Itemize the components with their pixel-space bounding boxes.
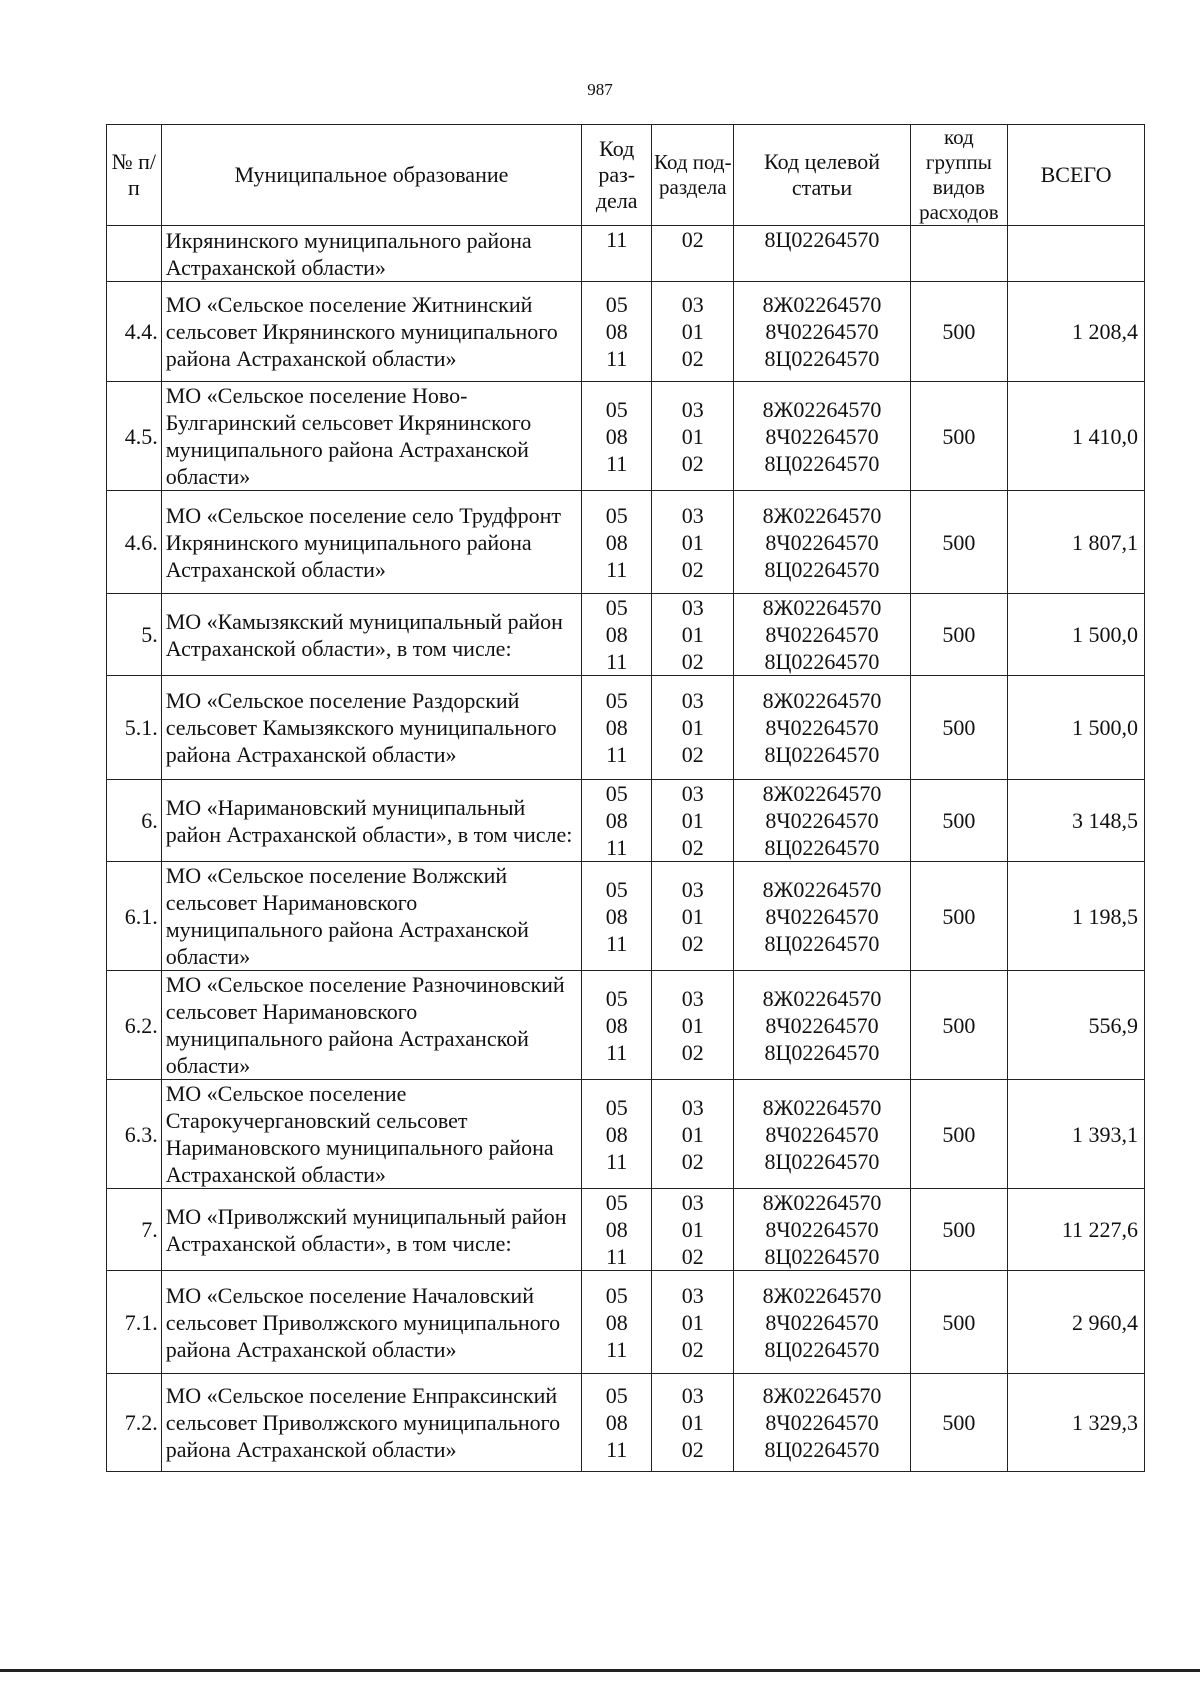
municipality-name: МО «Сельское поселение Волжский сельсовет Наримановского муниципального района Астраханской области» <box>161 862 581 971</box>
table-row <box>107 780 1145 862</box>
target-article-code-value: 8Ц02264570 <box>764 1148 880 1174</box>
section-code-value: 11 <box>606 930 628 956</box>
section-code-value: 08 <box>605 529 628 555</box>
row-number: 5.1. <box>107 676 162 780</box>
target-article-code-value: 8Ц02264570 <box>764 556 880 582</box>
target-article-code-value: 8Ц02264570 <box>764 346 880 371</box>
footer-rule <box>0 1669 1200 1672</box>
municipality-name: МО «Наримановский муниципальный район Астраханской области», в том числе: <box>161 780 581 862</box>
table-row <box>107 1080 1145 1189</box>
target-article-code-value: 8Ч02264570 <box>765 1217 879 1242</box>
subsection-code-value: 03 <box>681 595 704 620</box>
target-article-code-value: 8Ж02264570 <box>762 502 882 528</box>
header-section: Код раз-дела <box>582 125 652 226</box>
section-code-value: 11 <box>606 1148 628 1174</box>
target-article-code-value: 8Ц02264570 <box>764 227 880 252</box>
subsection-code-value: 01 <box>681 1410 704 1435</box>
total-amount: 1 208,4 <box>1008 282 1145 382</box>
row-number: 5. <box>107 594 162 676</box>
section-code <box>582 1271 652 1374</box>
expense-group-code: 500 <box>910 1374 1007 1472</box>
table-row <box>107 862 1145 971</box>
target-article-code-value: 8Ж02264570 <box>762 688 882 713</box>
row-number: 4.5. <box>107 382 162 491</box>
row-number: 7.2. <box>107 1374 162 1472</box>
section-code <box>582 676 652 780</box>
target-article-code-value: 8Ц02264570 <box>764 1437 880 1462</box>
subsection-code-value: 03 <box>681 502 704 528</box>
subsection-code <box>652 382 734 491</box>
page-number: 987 <box>587 80 613 99</box>
table-row <box>107 1271 1145 1374</box>
subsection-code-value: 03 <box>681 1094 704 1120</box>
target-article-code-value: 8Ж02264570 <box>762 781 882 806</box>
target-article-code <box>734 491 910 594</box>
target-article-code-value: 8Ц02264570 <box>764 930 880 956</box>
target-article-code <box>734 676 910 780</box>
table-row <box>107 282 1145 382</box>
section-code-value: 05 <box>605 688 628 713</box>
row-number: 7.1. <box>107 1271 162 1374</box>
subsection-code-value: 01 <box>681 808 704 833</box>
target-article-code <box>734 1374 910 1472</box>
header-target-article: Код целевой статьи <box>734 125 910 226</box>
expense-group-code: 500 <box>910 862 1007 971</box>
total-amount: 1 500,0 <box>1008 676 1145 780</box>
target-article-code-value: 8Ч02264570 <box>765 1012 879 1038</box>
subsection-code <box>652 676 734 780</box>
expense-group-code: 500 <box>910 1080 1007 1189</box>
section-code-value: 11 <box>606 346 628 371</box>
subsection-code-value: 02 <box>681 1244 704 1269</box>
total-amount <box>1008 226 1145 282</box>
table-row <box>107 1189 1145 1271</box>
subsection-code <box>652 1374 734 1472</box>
subsection-code <box>652 1080 734 1189</box>
section-code-value: 05 <box>605 781 628 806</box>
header-total: ВСЕГО <box>1008 125 1145 226</box>
subsection-code-value: 03 <box>681 292 704 317</box>
budget-allocation-table <box>106 124 1145 1472</box>
row-number: 6.1. <box>107 862 162 971</box>
header-expense-group: код группы видов расходов <box>910 125 1007 226</box>
expense-group-code: 500 <box>910 594 1007 676</box>
table-row <box>107 594 1145 676</box>
municipality-name: Икрянинского муниципального района Астраханской области» <box>161 226 581 282</box>
subsection-code-value: 03 <box>681 1383 704 1408</box>
total-amount: 1 410,0 <box>1008 382 1145 491</box>
subsection-code <box>652 594 734 676</box>
municipality-name: МО «Приволжский муниципальный район Астраханской области», в том числе: <box>161 1189 581 1271</box>
section-code-value: 11 <box>606 556 628 582</box>
target-article-code <box>734 1080 910 1189</box>
section-code <box>582 226 652 282</box>
row-number: 6.2. <box>107 971 162 1080</box>
subsection-code-value: 02 <box>681 1336 704 1362</box>
expense-group-code: 500 <box>910 382 1007 491</box>
target-article-code-value: 8Ж02264570 <box>762 985 882 1011</box>
expense-group-code: 500 <box>910 1271 1007 1374</box>
target-article-code-value: 8Ч02264570 <box>765 1121 879 1147</box>
section-code-value: 11 <box>606 1039 628 1065</box>
municipality-name: МО «Сельское поселение Старокучергановский сельсовет Наримановского муниципального района Астраханской области» <box>161 1080 581 1189</box>
total-amount: 11 227,6 <box>1008 1189 1145 1271</box>
row-number: 6. <box>107 780 162 862</box>
subsection-code-value: 03 <box>681 1282 704 1308</box>
target-article-code-value: 8Ч02264570 <box>765 423 879 449</box>
total-amount: 1 329,3 <box>1008 1374 1145 1472</box>
section-code <box>582 780 652 862</box>
section-code-value: 05 <box>605 396 628 422</box>
subsection-code <box>652 780 734 862</box>
section-code-value: 11 <box>606 649 628 674</box>
subsection-code-value: 01 <box>681 622 704 647</box>
municipality-name: МО «Сельское поселение Енпраксинский сельсовет Приволжского муниципального района Астраханской области» <box>161 1374 581 1472</box>
section-code-value: 05 <box>605 595 628 620</box>
section-code-value: 11 <box>606 742 628 767</box>
subsection-code-value: 01 <box>681 423 704 449</box>
row-number: 4.4. <box>107 282 162 382</box>
subsection-code-value: 02 <box>681 346 704 371</box>
expense-group-code <box>910 226 1007 282</box>
target-article-code-value: 8Ж02264570 <box>762 1190 882 1215</box>
expense-group-code: 500 <box>910 282 1007 382</box>
target-article-code-value: 8Ц02264570 <box>764 1244 880 1269</box>
subsection-code-value: 03 <box>681 1190 704 1215</box>
expense-group-code: 500 <box>910 780 1007 862</box>
target-article-code-value: 8Ж02264570 <box>762 1094 882 1120</box>
subsection-code-value: 03 <box>681 781 704 806</box>
target-article-code-value: 8Ж02264570 <box>762 876 882 902</box>
section-code-value: 11 <box>606 227 628 252</box>
municipality-name: МО «Сельское поселение Разночиновский сельсовет Наримановского муниципального района Астраханской области» <box>161 971 581 1080</box>
expense-group-code: 500 <box>910 491 1007 594</box>
section-code-value: 05 <box>605 502 628 528</box>
row-number <box>107 226 162 282</box>
expense-group-code: 500 <box>910 971 1007 1080</box>
table-row <box>107 226 1145 282</box>
subsection-code-value: 02 <box>681 742 704 767</box>
section-code-value: 11 <box>606 1437 628 1462</box>
total-amount: 3 148,5 <box>1008 780 1145 862</box>
subsection-code-value: 02 <box>681 1039 704 1065</box>
section-code-value: 11 <box>606 1336 628 1362</box>
section-code-value: 11 <box>606 835 628 860</box>
target-article-code-value: 8Ч02264570 <box>765 319 879 344</box>
section-code-value: 08 <box>605 903 628 929</box>
section-code-value: 08 <box>605 423 628 449</box>
section-code-value: 08 <box>605 808 628 833</box>
row-number: 4.6. <box>107 491 162 594</box>
target-article-code <box>734 780 910 862</box>
table-row <box>107 971 1145 1080</box>
target-article-code-value: 8Ц02264570 <box>764 649 880 674</box>
subsection-code-value: 01 <box>681 1121 704 1147</box>
target-article-code-value: 8Ц02264570 <box>764 835 880 860</box>
section-code-value: 05 <box>605 985 628 1011</box>
section-code-value: 05 <box>605 1282 628 1308</box>
subsection-code-value: 03 <box>681 876 704 902</box>
section-code-value: 05 <box>605 292 628 317</box>
subsection-code-value: 01 <box>681 903 704 929</box>
target-article-code-value: 8Ч02264570 <box>765 715 879 740</box>
row-number: 7. <box>107 1189 162 1271</box>
subsection-code <box>652 971 734 1080</box>
target-article-code-value: 8Ц02264570 <box>764 742 880 767</box>
subsection-code-value: 02 <box>681 227 704 252</box>
target-article-code <box>734 382 910 491</box>
header-num: № п/п <box>107 125 162 226</box>
target-article-code <box>734 226 910 282</box>
subsection-code-value: 01 <box>681 319 704 344</box>
municipality-name: МО «Сельское поселение Раздорский сельсовет Камызякского муниципального района Астраханской области» <box>161 676 581 780</box>
subsection-code-value: 01 <box>681 1309 704 1335</box>
subsection-code-value: 03 <box>681 985 704 1011</box>
expense-group-code: 500 <box>910 1189 1007 1271</box>
section-code <box>582 491 652 594</box>
target-article-code <box>734 282 910 382</box>
target-article-code-value: 8Ц02264570 <box>764 450 880 476</box>
municipality-name: МО «Сельское поселение Ново-Булгаринский сельсовет Икрянинского муниципального района Астраханской области» <box>161 382 581 491</box>
section-code-value: 08 <box>605 622 628 647</box>
target-article-code-value: 8Ч02264570 <box>765 529 879 555</box>
total-amount: 1 393,1 <box>1008 1080 1145 1189</box>
subsection-code-value: 02 <box>681 930 704 956</box>
section-code <box>582 282 652 382</box>
subsection-code-value: 01 <box>681 529 704 555</box>
section-code-value: 05 <box>605 1190 628 1215</box>
section-code-value: 05 <box>605 1383 628 1408</box>
section-code <box>582 1189 652 1271</box>
section-code-value: 08 <box>605 1012 628 1038</box>
table-row <box>107 676 1145 780</box>
subsection-code <box>652 862 734 971</box>
header-subsection: Код под-раздела <box>652 125 734 226</box>
section-code <box>582 1374 652 1472</box>
municipality-name: МО «Сельское поселение село Трудфронт Икрянинского муниципального района Астраханской области» <box>161 491 581 594</box>
target-article-code <box>734 594 910 676</box>
target-article-code-value: 8Ж02264570 <box>762 1282 882 1308</box>
municipality-name: МО «Сельское поселение Житнинский сельсовет Икрянинского муниципального района Астраханской области» <box>161 282 581 382</box>
subsection-code <box>652 491 734 594</box>
target-article-code-value: 8Ж02264570 <box>762 595 882 620</box>
subsection-code-value: 01 <box>681 1012 704 1038</box>
subsection-code-value: 02 <box>681 450 704 476</box>
target-article-code-value: 8Ч02264570 <box>765 1309 879 1335</box>
section-code <box>582 1080 652 1189</box>
municipality-name: МО «Сельское поселение Началовский сельсовет Приволжского муниципального района Астраханской области» <box>161 1271 581 1374</box>
subsection-code-value: 01 <box>681 715 704 740</box>
subsection-code-value: 03 <box>681 688 704 713</box>
subsection-code-value: 02 <box>681 649 704 674</box>
target-article-code-value: 8Ж02264570 <box>762 292 882 317</box>
row-number: 6.3. <box>107 1080 162 1189</box>
section-code <box>582 971 652 1080</box>
section-code <box>582 594 652 676</box>
section-code <box>582 862 652 971</box>
total-amount: 2 960,4 <box>1008 1271 1145 1374</box>
table-header-row <box>107 125 1145 226</box>
subsection-code-value: 02 <box>681 835 704 860</box>
subsection-code <box>652 1189 734 1271</box>
header-municipality: Муниципальное образование <box>161 125 581 226</box>
target-article-code-value: 8Ч02264570 <box>765 808 879 833</box>
total-amount: 1 807,1 <box>1008 491 1145 594</box>
table-row <box>107 382 1145 491</box>
target-article-code-value: 8Ч02264570 <box>765 903 879 929</box>
section-code-value: 08 <box>605 1121 628 1147</box>
target-article-code <box>734 971 910 1080</box>
subsection-code-value: 02 <box>681 1437 704 1462</box>
target-article-code-value: 8Ц02264570 <box>764 1039 880 1065</box>
section-code-value: 08 <box>605 1309 628 1335</box>
total-amount: 556,9 <box>1008 971 1145 1080</box>
target-article-code-value: 8Ч02264570 <box>765 622 879 647</box>
target-article-code <box>734 862 910 971</box>
total-amount: 1 198,5 <box>1008 862 1145 971</box>
expense-group-code: 500 <box>910 676 1007 780</box>
table-row <box>107 1374 1145 1472</box>
target-article-code-value: 8Ж02264570 <box>762 1383 882 1408</box>
section-code-value: 05 <box>605 1094 628 1120</box>
subsection-code <box>652 282 734 382</box>
municipality-name: МО «Камызякский муниципальный район Астраханской области», в том числе: <box>161 594 581 676</box>
section-code-value: 11 <box>606 1244 628 1269</box>
target-article-code <box>734 1189 910 1271</box>
subsection-code <box>652 226 734 282</box>
subsection-code-value: 02 <box>681 556 704 582</box>
section-code <box>582 382 652 491</box>
section-code-value: 11 <box>606 450 628 476</box>
subsection-code <box>652 1271 734 1374</box>
subsection-code-value: 03 <box>681 396 704 422</box>
section-code-value: 08 <box>605 1217 628 1242</box>
section-code-value: 08 <box>605 715 628 740</box>
target-article-code <box>734 1271 910 1374</box>
table-row <box>107 491 1145 594</box>
subsection-code-value: 01 <box>681 1217 704 1242</box>
table-body <box>107 226 1145 1472</box>
section-code-value: 08 <box>605 319 628 344</box>
target-article-code-value: 8Ц02264570 <box>764 1336 880 1362</box>
section-code-value: 05 <box>605 876 628 902</box>
section-code-value: 08 <box>605 1410 628 1435</box>
target-article-code-value: 8Ч02264570 <box>765 1410 879 1435</box>
subsection-code-value: 02 <box>681 1148 704 1174</box>
target-article-code-value: 8Ж02264570 <box>762 396 882 422</box>
total-amount: 1 500,0 <box>1008 594 1145 676</box>
